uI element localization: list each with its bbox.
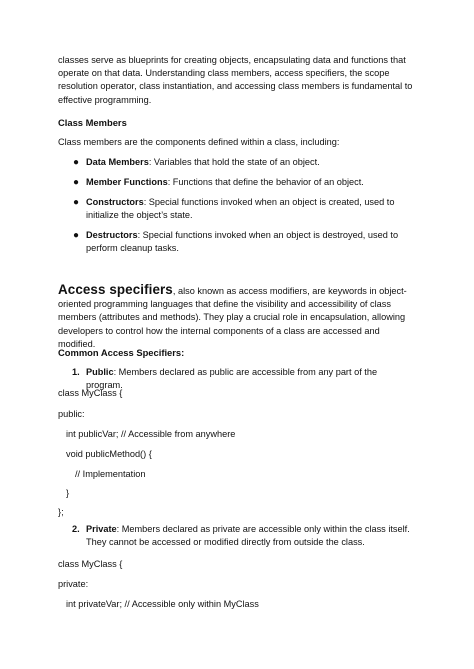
code-line: // Implementation [75,469,146,479]
code-line: int privateVar; // Accessible only within MyClass [66,599,259,609]
class-members-intro: Class members are the components defined within a class, including: [58,137,340,147]
list-number: 2. [72,524,80,534]
list-item-text: Destructors: Special functions invoked when an object is destroyed, used to perform cleanup tasks. [86,230,399,254]
code-line: class MyClass { [58,559,123,569]
class-members-heading: Class Members [58,117,127,128]
bullet-icon: ● [73,157,80,168]
code-line: void publicMethod() { [66,449,152,459]
list-item-text: Public: Members declared as public are accessible from any part of the program. [86,367,378,391]
list-item-text: Member Functions: Functions that define the behavior of an object. [86,177,364,187]
common-access-specifiers-heading: Common Access Specifiers: [58,347,185,358]
intro-paragraph: classes serve as blueprints for creating objects, encapsulating data and functions that operate on that data. Understanding class members, access specifiers, the scope resolution operator, class instantiation, and accessing class members is fundamental to effective programming. [58,55,413,105]
bullet-icon: ● [73,177,80,188]
code-line: } [66,488,70,498]
bullet-icon: ● [73,230,80,241]
list-item-text: Private: Members declared as private are accessible only within the class itself. They cannot be accessed or modified directly from outside the class. [86,524,410,548]
bullet-icon: ● [73,197,80,208]
access-specifiers-lead: Access specifiers [58,282,173,297]
list-item-text: Constructors: Special functions invoked when an object is created, used to initialize the object’s state. [86,197,395,221]
access-specifiers-paragraph: Access specifiers, also known as access modifiers, are keywords in object-oriented programming languages that define the visibility and accessibility of class members (attributes and methods). They play a crucial role in encapsulation, allowing developers to control how the internal components of a class are accessed and modified. [58,282,407,349]
list-item-text: Data Members: Variables that hold the state of an object. [86,157,320,167]
code-line: int publicVar; // Accessible from anywhere [66,429,236,439]
code-line: }; [58,507,64,517]
code-line: private: [58,579,89,589]
code-line: class MyClass { [58,388,123,398]
list-number: 1. [72,367,80,377]
code-line: public: [58,409,85,419]
